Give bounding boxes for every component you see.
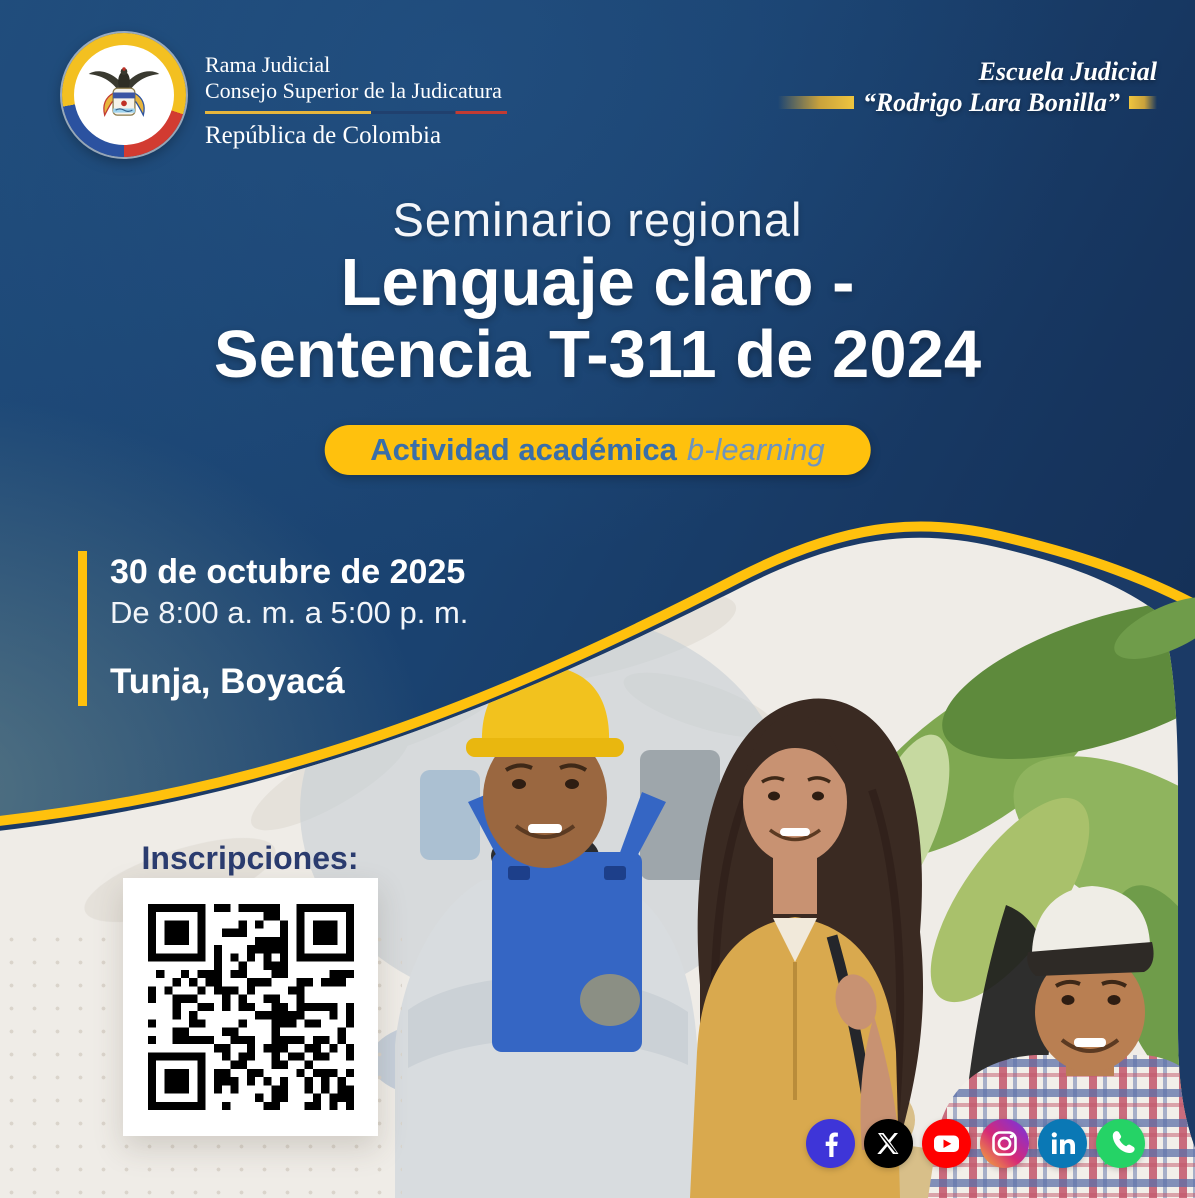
school-line1: Escuela Judicial (978, 57, 1157, 86)
event-date: 30 de octubre de 2025 (110, 553, 466, 591)
title-block (0, 192, 1195, 390)
social-icons-row (806, 1119, 1145, 1168)
org-line2: Consejo Superior de la Judicatura (205, 77, 502, 103)
flag-ring (62, 33, 186, 157)
registration-label: Inscripciones: (141, 840, 359, 876)
school-text-block (778, 56, 1157, 118)
facebook-icon[interactable] (806, 1119, 855, 1168)
title-line1: Lenguaje claro - (340, 245, 855, 320)
school-line2: “Rodrigo Lara Bonilla” (862, 88, 1120, 118)
qr-code (148, 904, 354, 1110)
event-location: Tunja, Boyacá (110, 662, 345, 701)
org-line1: Rama Judicial (205, 52, 331, 77)
badge-bold-text: Actividad académica (370, 432, 677, 467)
qr-card (123, 878, 378, 1136)
rama-judicial-logo (62, 33, 186, 157)
badge-italic-text: b-learning (686, 432, 825, 467)
workshop-shelf (420, 770, 480, 860)
org-text-block (205, 52, 507, 150)
org-line3: República de Colombia (205, 121, 442, 149)
whatsapp-icon[interactable] (1096, 1119, 1145, 1168)
linkedin-icon[interactable] (1038, 1119, 1087, 1168)
title-kicker: Seminario regional (392, 193, 803, 246)
tricolor-divider (205, 111, 507, 114)
youtube-icon[interactable] (922, 1119, 971, 1168)
school-line2-row (778, 87, 1157, 118)
x-twitter-icon[interactable] (864, 1119, 913, 1168)
gold-bar-right (1129, 96, 1157, 109)
activity-badge (324, 425, 871, 475)
gold-bar-left (778, 96, 854, 109)
event-info (78, 551, 468, 706)
event-time: De 8:00 a. m. a 5:00 p. m. (110, 595, 469, 630)
coat-of-arms-icon (74, 45, 174, 145)
instagram-icon[interactable] (980, 1119, 1029, 1168)
title-line2: Sentencia T-311 de 2024 (213, 316, 982, 392)
